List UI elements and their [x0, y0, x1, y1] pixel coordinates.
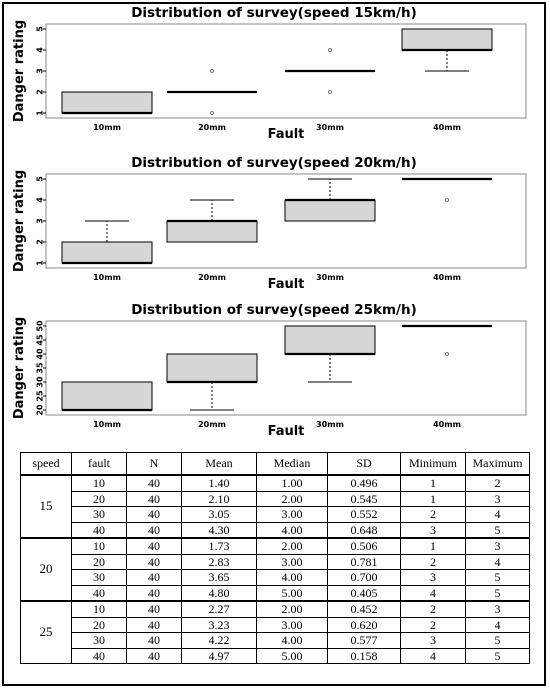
box-iqr [167, 221, 257, 242]
cell-fault: 10 [72, 601, 127, 617]
x-tick-label: 10mm [93, 420, 121, 429]
boxplot-speed-15 [4, 2, 544, 144]
cell-median: 4.00 [257, 570, 328, 586]
x-tick-label: 40mm [433, 420, 461, 429]
cell-minimum: 2 [401, 617, 466, 633]
cell-sd: 0.577 [328, 633, 401, 649]
cell-sd: 0.620 [328, 617, 401, 633]
y-axis-label: Danger rating [12, 316, 27, 420]
box-40mm [402, 326, 492, 356]
cell-n: 40 [127, 522, 182, 538]
cell-fault: 10 [72, 538, 127, 554]
y-tick-label: 2 [35, 239, 45, 245]
box-iqr [62, 382, 152, 410]
chart-title: Distribution of survey(speed 25km/h) [131, 302, 417, 318]
x-axis-label: Fault [267, 127, 305, 142]
cell-maximum: 4 [466, 554, 530, 570]
y-tick-label: 30 [35, 376, 45, 388]
cell-sd: 0.545 [328, 491, 401, 507]
y-axis-label: Danger rating [12, 169, 27, 273]
cell-minimum: 2 [401, 601, 466, 617]
table-row [21, 554, 530, 570]
x-tick-label: 20mm [198, 273, 226, 282]
y-tick-label: 40 [35, 348, 45, 360]
x-tick-label: 30mm [316, 420, 344, 429]
cell-mean: 2.27 [182, 601, 257, 617]
cell-minimum: 3 [401, 633, 466, 649]
cell-mean: 3.65 [182, 570, 257, 586]
cell-maximum: 3 [466, 601, 530, 617]
cell-maximum: 5 [466, 648, 530, 664]
cell-speed: 15 [21, 475, 72, 538]
cell-mean: 4.80 [182, 585, 257, 601]
x-tick-label: 20mm [198, 420, 226, 429]
x-tick-label: 30mm [316, 123, 344, 132]
cell-median: 5.00 [257, 648, 328, 664]
y-tick-label: 5 [35, 26, 45, 32]
header-maximum: Maximum [466, 453, 530, 476]
table-header-row [21, 453, 530, 476]
cell-median: 4.00 [257, 633, 328, 649]
x-tick-label: 20mm [198, 123, 226, 132]
cell-maximum: 5 [466, 570, 530, 586]
cell-minimum: 3 [401, 522, 466, 538]
table-row [21, 617, 530, 633]
chart-title: Distribution of survey(speed 15km/h) [131, 5, 417, 21]
cell-minimum: 1 [401, 538, 466, 554]
table-row [21, 633, 530, 649]
cell-n: 40 [127, 570, 182, 586]
y-tick-label: 3 [35, 68, 45, 74]
cell-maximum: 4 [466, 507, 530, 523]
cell-minimum: 1 [401, 475, 466, 491]
box-10mm [62, 221, 152, 263]
cell-fault: 40 [72, 648, 127, 664]
cell-median: 4.00 [257, 522, 328, 538]
cell-n: 40 [127, 601, 182, 617]
y-tick-label: 45 [35, 334, 45, 346]
cell-fault: 40 [72, 585, 127, 601]
header-n: N [127, 453, 182, 476]
cell-n: 40 [127, 585, 182, 601]
cell-fault: 20 [72, 554, 127, 570]
y-tick-label: 20 [35, 404, 45, 416]
box-iqr [62, 242, 152, 263]
y-tick-label: 1 [35, 260, 45, 266]
table-row [21, 538, 530, 554]
cell-fault: 30 [72, 507, 127, 523]
cell-sd: 0.552 [328, 507, 401, 523]
cell-sd: 0.405 [328, 585, 401, 601]
x-tick-label: 40mm [433, 273, 461, 282]
cell-maximum: 3 [466, 538, 530, 554]
cell-fault: 30 [72, 633, 127, 649]
x-tick-label: 10mm [93, 123, 121, 132]
cell-n: 40 [127, 554, 182, 570]
box-30mm [285, 326, 375, 382]
cell-n: 40 [127, 507, 182, 523]
box-30mm [285, 179, 375, 221]
y-tick-label: 1 [35, 110, 45, 116]
y-tick-label: 4 [35, 197, 45, 203]
cell-minimum: 4 [401, 648, 466, 664]
cell-sd: 0.452 [328, 601, 401, 617]
cell-fault: 10 [72, 475, 127, 491]
cell-n: 40 [127, 648, 182, 664]
cell-fault: 20 [72, 617, 127, 633]
y-tick-label: 35 [35, 362, 45, 374]
header-mean: Mean [182, 453, 257, 476]
cell-mean: 3.05 [182, 507, 257, 523]
box-iqr [402, 29, 492, 50]
cell-sd: 0.506 [328, 538, 401, 554]
cell-n: 40 [127, 538, 182, 554]
cell-maximum: 3 [466, 491, 530, 507]
y-tick-label: 25 [35, 390, 45, 402]
cell-mean: 3.23 [182, 617, 257, 633]
cell-fault: 40 [72, 522, 127, 538]
cell-minimum: 2 [401, 507, 466, 523]
cell-median: 2.00 [257, 491, 328, 507]
outlier-point [446, 199, 449, 202]
box-iqr [285, 200, 375, 221]
table-row [21, 570, 530, 586]
box-40mm [402, 29, 492, 71]
cell-maximum: 4 [466, 617, 530, 633]
cell-fault: 20 [72, 491, 127, 507]
cell-sd: 0.700 [328, 570, 401, 586]
y-tick-label: 4 [35, 47, 45, 53]
cell-median: 1.00 [257, 475, 328, 491]
box-40mm [402, 179, 492, 202]
cell-minimum: 1 [401, 491, 466, 507]
outlier-point [329, 91, 332, 94]
boxplot-speed-20 [4, 152, 544, 294]
cell-mean: 2.10 [182, 491, 257, 507]
box-10mm [62, 382, 152, 410]
y-axis-label: Danger rating [12, 19, 27, 123]
outlier-point [329, 49, 332, 52]
cell-median: 3.00 [257, 554, 328, 570]
y-tick-label: 2 [35, 89, 45, 95]
cell-mean: 2.83 [182, 554, 257, 570]
cell-n: 40 [127, 475, 182, 491]
x-axis-label: Fault [267, 277, 305, 292]
cell-mean: 4.30 [182, 522, 257, 538]
cell-minimum: 4 [401, 585, 466, 601]
box-30mm [285, 49, 375, 94]
y-tick-label: 5 [35, 176, 45, 182]
y-tick-label: 3 [35, 218, 45, 224]
header-speed: speed [21, 453, 72, 476]
y-tick-label: 50 [35, 320, 45, 332]
cell-speed: 20 [21, 538, 72, 601]
cell-n: 40 [127, 491, 182, 507]
x-axis-label: Fault [267, 424, 305, 439]
cell-median: 3.00 [257, 617, 328, 633]
cell-minimum: 3 [401, 570, 466, 586]
header-median: Median [257, 453, 328, 476]
table-row [21, 585, 530, 601]
outlier-point [446, 353, 449, 356]
table-row [21, 522, 530, 538]
outlier-point [211, 70, 214, 73]
box-iqr [167, 354, 257, 382]
cell-maximum: 5 [466, 633, 530, 649]
box-20mm [167, 200, 257, 242]
cell-median: 3.00 [257, 507, 328, 523]
outlier-point [211, 112, 214, 115]
summary-statistics-table [20, 452, 530, 664]
boxplot-speed-25 [4, 299, 544, 441]
cell-fault: 30 [72, 570, 127, 586]
cell-mean: 1.40 [182, 475, 257, 491]
cell-maximum: 2 [466, 475, 530, 491]
box-iqr [62, 92, 152, 113]
cell-maximum: 5 [466, 585, 530, 601]
header-fault: fault [72, 453, 127, 476]
table-body [21, 475, 530, 664]
cell-n: 40 [127, 633, 182, 649]
table-row [21, 648, 530, 664]
cell-maximum: 5 [466, 522, 530, 538]
cell-sd: 0.781 [328, 554, 401, 570]
box-20mm [167, 70, 257, 115]
cell-minimum: 2 [401, 554, 466, 570]
box-10mm [62, 92, 152, 113]
table-row [21, 601, 530, 617]
chart-title: Distribution of survey(speed 20km/h) [131, 155, 417, 171]
header-sd: SD [328, 453, 401, 476]
cell-n: 40 [127, 617, 182, 633]
cell-sd: 0.496 [328, 475, 401, 491]
cell-median: 2.00 [257, 601, 328, 617]
cell-sd: 0.648 [328, 522, 401, 538]
cell-mean: 1.73 [182, 538, 257, 554]
box-iqr [285, 326, 375, 354]
cell-mean: 4.97 [182, 648, 257, 664]
table-row [21, 475, 530, 491]
table-row [21, 491, 530, 507]
table-row [21, 507, 530, 523]
header-minimum: Minimum [401, 453, 466, 476]
cell-median: 5.00 [257, 585, 328, 601]
box-20mm [167, 354, 257, 410]
x-tick-label: 30mm [316, 273, 344, 282]
cell-median: 2.00 [257, 538, 328, 554]
cell-mean: 4.22 [182, 633, 257, 649]
x-tick-label: 40mm [433, 123, 461, 132]
cell-speed: 25 [21, 601, 72, 664]
cell-sd: 0.158 [328, 648, 401, 664]
x-tick-label: 10mm [93, 273, 121, 282]
